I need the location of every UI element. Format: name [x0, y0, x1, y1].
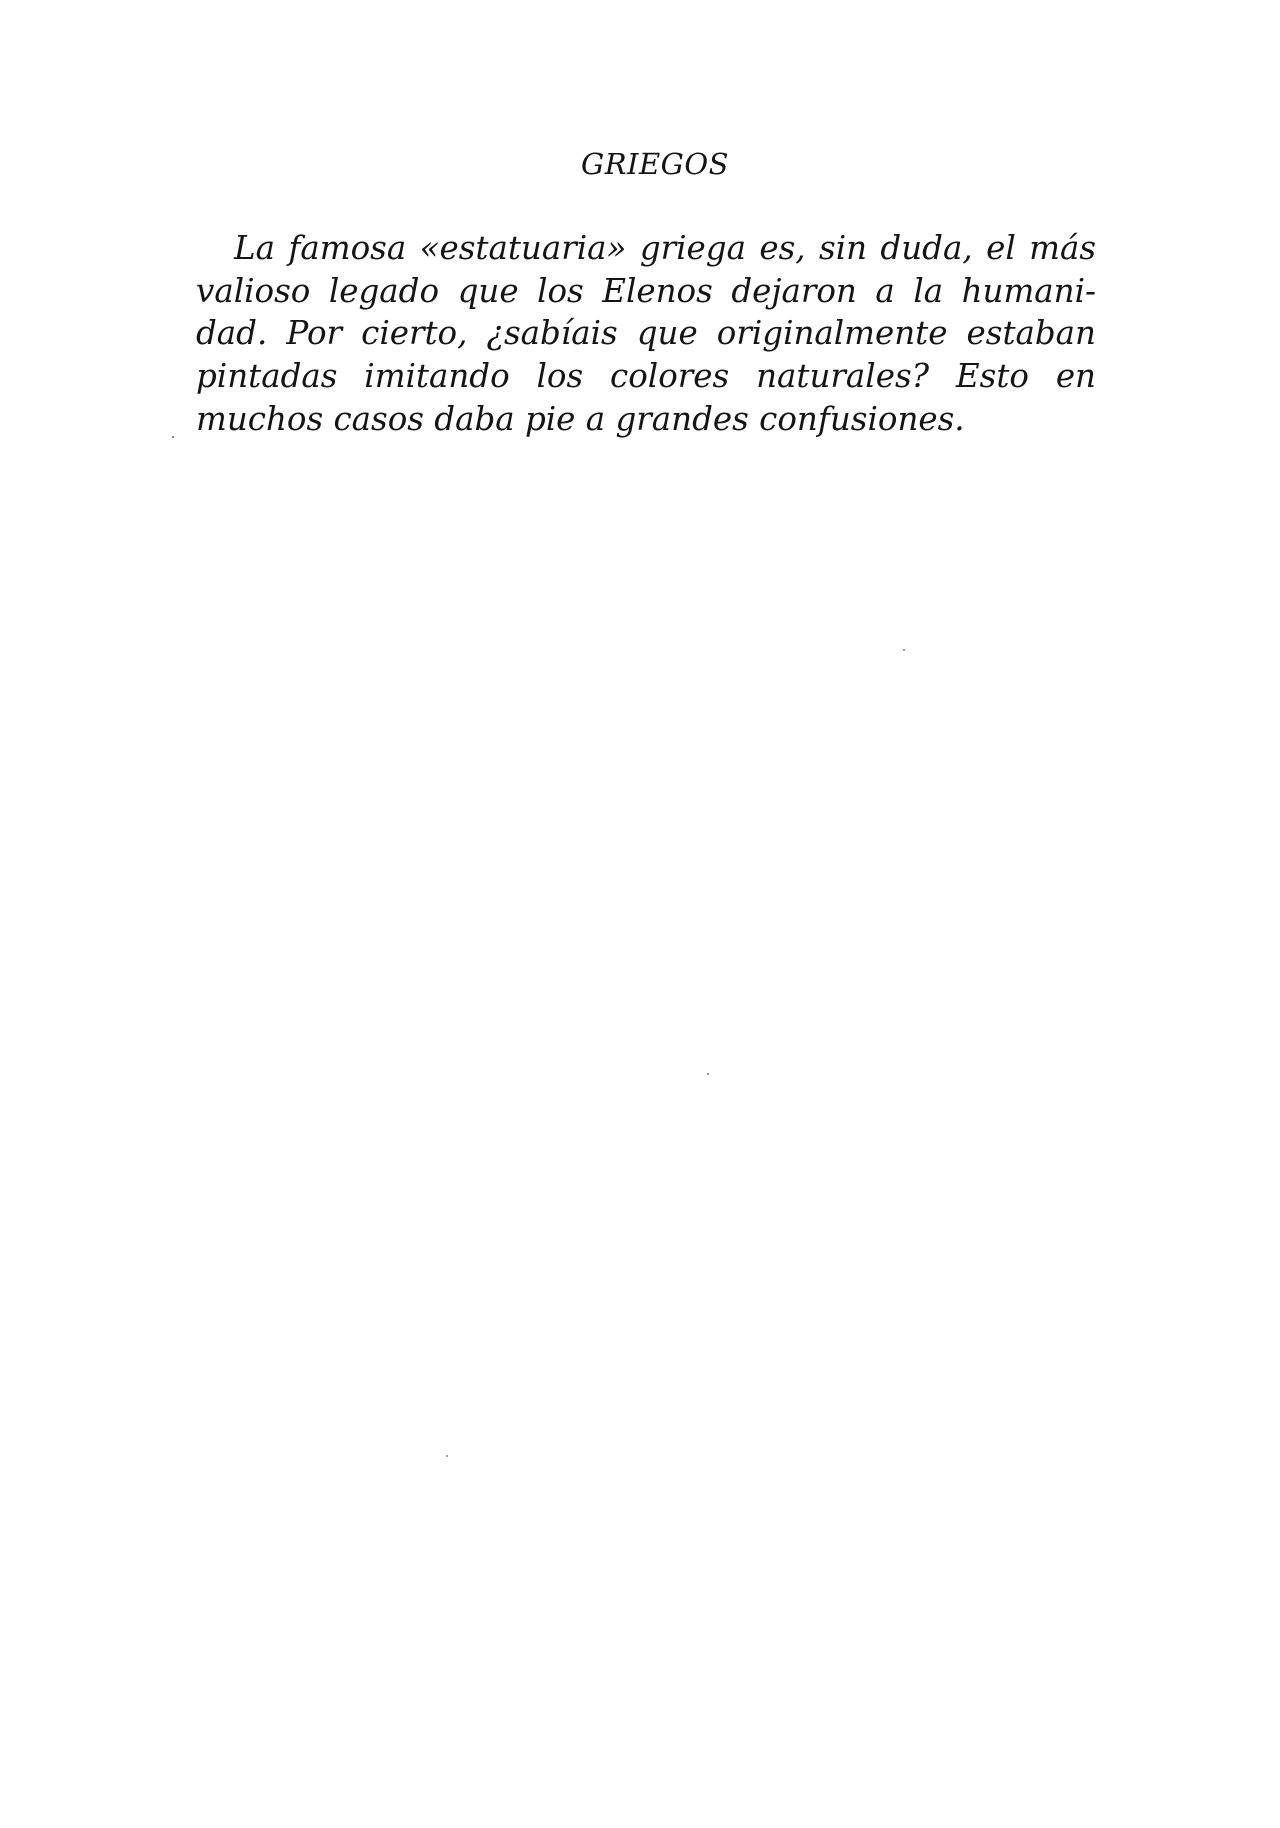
paragraph: [196, 227, 1096, 440]
paragraph-line: muchos casos daba pie a grandes confusiones.: [196, 399, 965, 438]
paragraph-line: La famosa «estatuaria» griega es, sin duda, el más: [234, 229, 1096, 267]
paragraph-line: pintadas imitando los colores naturales? Esto en: [196, 357, 1096, 396]
scan-speck: [172, 436, 174, 438]
paragraph-line: dad. Por cierto, ¿sabíais que originalmente estaban: [196, 314, 1096, 353]
paragraph-line: valioso legado que los Elenos dejaron a la humani-: [196, 271, 1096, 310]
scan-speck: [446, 1455, 448, 1457]
page-title: GRIEGOS: [581, 147, 729, 181]
scan-speck: [903, 649, 905, 651]
scan-speck: [707, 1073, 709, 1075]
